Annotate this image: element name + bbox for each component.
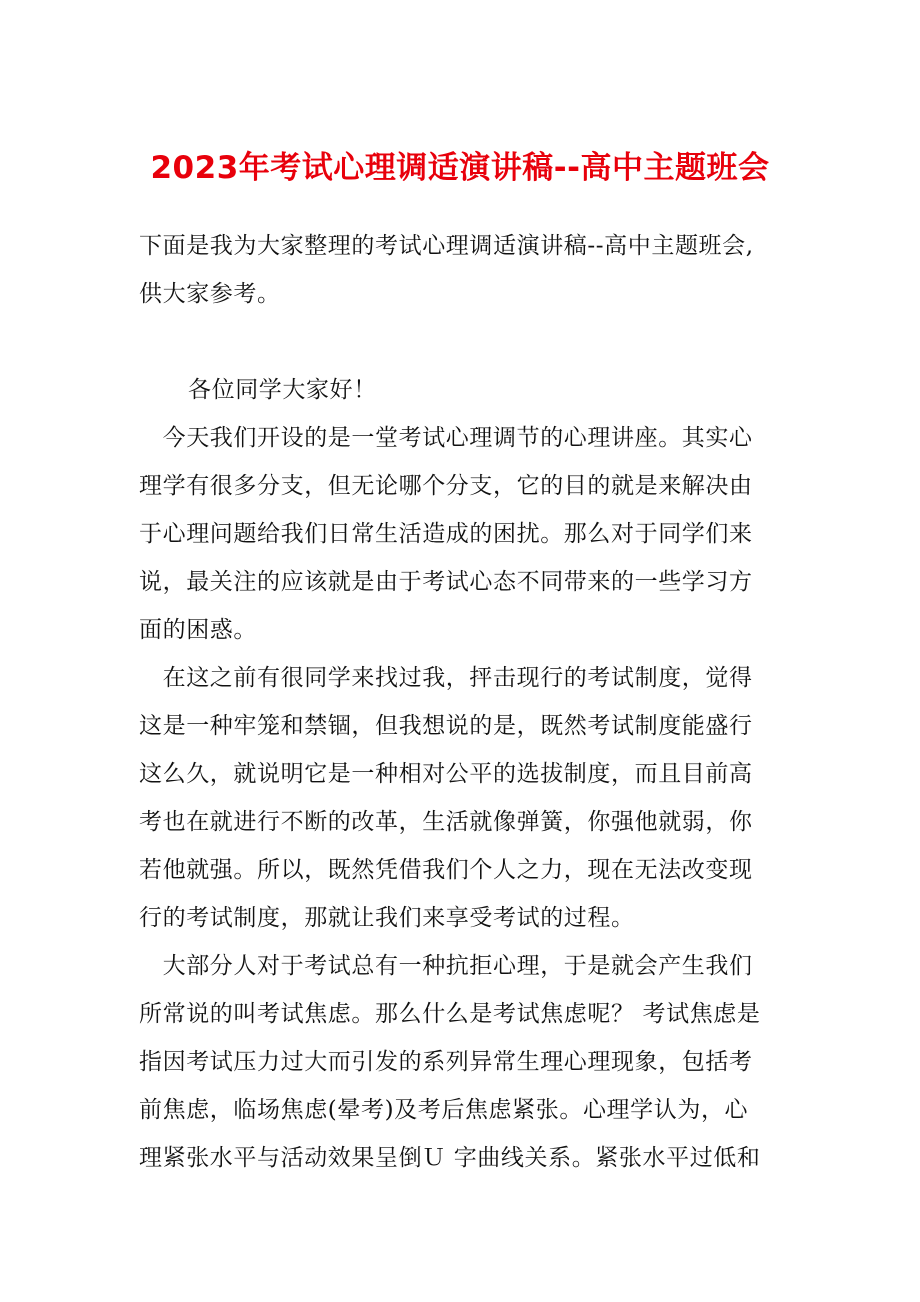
intro-paragraph [139, 222, 789, 318]
paragraph-line: 这是一种牢笼和禁锢，但我想说的是，既然考试制度能盛行 [139, 713, 753, 739]
paragraph-line: 所常说的叫考试焦虑。那么什么是考试焦虑呢？ 考试焦虑是 [139, 1001, 761, 1027]
paragraph-line: 大部分人对于考试总有一种抗拒心理，于是就会产生我们 [139, 953, 753, 979]
paragraph-line: 理学有很多分支，但无论哪个分支，它的目的就是来解决由 [139, 473, 753, 499]
paragraph-line: 行的考试制度，那就让我们来享受考试的过程。 [139, 905, 635, 931]
paragraph-line: 这么久，就说明它是一种相对公平的选拔制度，而且目前高 [139, 761, 753, 787]
paragraph-line: 理紧张水平与活动效果呈倒Ｕ 字曲线关系。紧张水平过低和 [139, 1145, 761, 1171]
paragraph-line: 说，最关注的应该就是由于考试心态不同带来的一些学习方 [139, 569, 753, 595]
intro-line: 下面是我为大家整理的考试心理调适演讲稿--高中主题班会, [139, 233, 754, 259]
body-text [139, 414, 789, 1182]
paragraph-line: 于心理问题给我们日常生活造成的困扰。那么对于同学们来 [139, 521, 753, 547]
greeting: 各位同学大家好！ [188, 377, 377, 403]
paragraph-line: 考也在就进行不断的改革，生活就像弹簧，你强他就弱，你 [139, 809, 753, 835]
paragraph-2 [139, 654, 789, 942]
paragraph-line: 在这之前有很同学来找过我，抨击现行的考试制度，觉得 [139, 665, 753, 691]
paragraph-3 [139, 942, 789, 1182]
paragraph-1 [139, 414, 789, 654]
document-title: 2023年考试心理调适演讲稿--高中主题班会 [150, 150, 770, 186]
paragraph-line: 若他就强。所以，既然凭借我们个人之力，现在无法改变现 [139, 857, 753, 883]
paragraph-line: 前焦虑，临场焦虑(晕考)及考后焦虑紧张。心理学认为，心 [139, 1097, 749, 1123]
intro-line: 供大家参考。 [139, 281, 281, 307]
paragraph-line: 面的困惑。 [139, 617, 257, 643]
paragraph-line: 指因考试压力过大而引发的系列异常生理心理现象，包括考 [139, 1049, 753, 1075]
paragraph-line: 今天我们开设的是一堂考试心理调节的心理讲座。其实心 [139, 425, 753, 451]
